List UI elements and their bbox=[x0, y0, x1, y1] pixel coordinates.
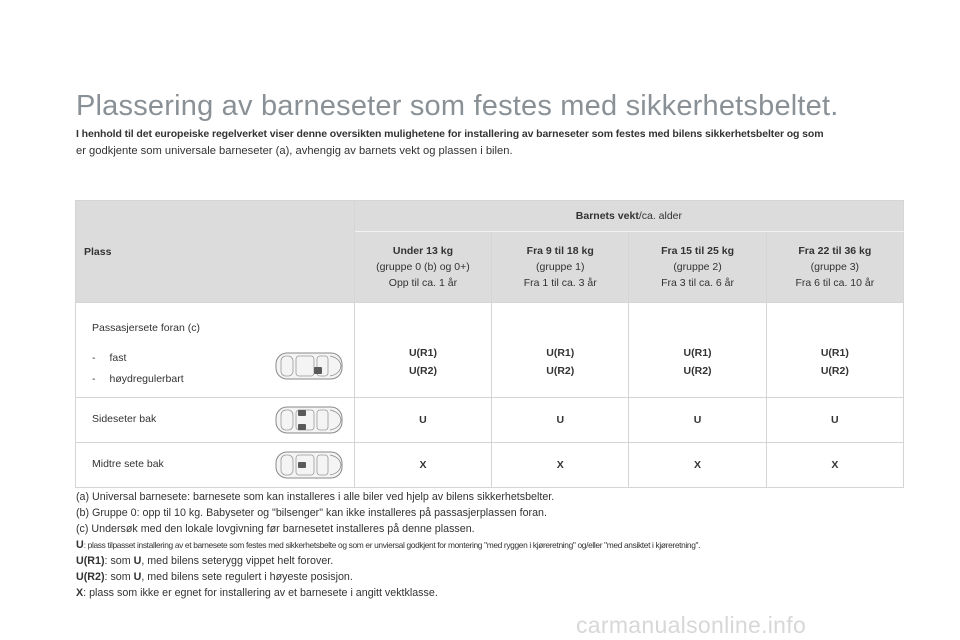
side-seat-cell bbox=[76, 398, 355, 443]
side-value-1: U bbox=[492, 398, 629, 443]
middle-seat-cell bbox=[76, 443, 355, 488]
group-weight: Fra 22 til 36 kg bbox=[798, 245, 872, 257]
key: U(R2) bbox=[76, 571, 105, 583]
child-seat-table bbox=[75, 200, 904, 488]
note-c: (c) Undersøk med den lokale lovgivning før barnesetet installeres på denne plassen. bbox=[76, 523, 475, 535]
key: U bbox=[133, 571, 142, 583]
group-header-2 bbox=[629, 232, 766, 303]
key: U bbox=[133, 555, 142, 567]
front-value-3 bbox=[766, 303, 903, 398]
group-header-0 bbox=[354, 232, 491, 303]
text: : som bbox=[104, 571, 134, 583]
key: U(R1) bbox=[76, 555, 105, 567]
group-age: Opp til ca. 1 år bbox=[388, 277, 458, 289]
dash: - bbox=[92, 352, 96, 364]
value-r2: U(R2) bbox=[820, 365, 849, 377]
group-age: Fra 3 til ca. 6 år bbox=[661, 277, 735, 289]
intro-line-1: I henhold til det europeiske regelverket viser denne oversikten mulighetene for installering av barneseter som festes med bilens sikkerhetsbelter og som bbox=[76, 128, 824, 140]
weight-header-bold: Barnets vekt bbox=[575, 210, 639, 222]
front-seat-label: Passasjersete foran (c) bbox=[92, 322, 200, 334]
note-ur2 bbox=[76, 569, 700, 585]
group-name: (gruppe 1) bbox=[536, 261, 585, 273]
dash: - bbox=[92, 373, 96, 385]
text: , med bilens sete regulert i høyeste posisjon. bbox=[141, 571, 353, 583]
watermark: carmanualsonline.info bbox=[576, 612, 807, 638]
front-seat-cell bbox=[76, 303, 355, 398]
front-value-1 bbox=[492, 303, 629, 398]
car-seat-rear-middle-icon bbox=[274, 449, 346, 481]
group-header-1 bbox=[492, 232, 629, 303]
car-seat-rear-side-icon bbox=[274, 404, 346, 436]
middle-value-2: X bbox=[629, 443, 766, 488]
note-ur1 bbox=[76, 553, 700, 569]
note-u-text: : plass tilpasset installering av et barnesete som festes med sikkerhetsbelte og som er unviersal godkjent for montering "med ryggen i kjøreretning" og/eller "med ansiktet i kjøreretning". bbox=[83, 540, 701, 550]
middle-value-3: X bbox=[766, 443, 903, 488]
value-r2: U(R2) bbox=[683, 365, 712, 377]
intro-line-2: er godkjente som universale barneseter (a), avhengig av barnets vekt og plassen i bilen. bbox=[76, 145, 513, 157]
middle-value-0: X bbox=[354, 443, 491, 488]
value-r2: U(R2) bbox=[546, 365, 575, 377]
group-weight: Under 13 kg bbox=[392, 245, 453, 257]
text: : plass som ikke er egnet for installering av et barnesete i angitt vektklasse. bbox=[83, 587, 438, 599]
middle-value-1: X bbox=[492, 443, 629, 488]
value-r2: U(R2) bbox=[408, 365, 437, 377]
col-place-header: Plass bbox=[76, 201, 355, 303]
key: U bbox=[76, 539, 84, 551]
group-weight: Fra 9 til 18 kg bbox=[526, 245, 594, 257]
note-a: (a) Universal barnesete: barnesete som kan installeres i alle biler ved hjelp av bilens sikkerhetsbelter. bbox=[76, 491, 555, 503]
side-value-2: U bbox=[629, 398, 766, 443]
front-value-0 bbox=[354, 303, 491, 398]
value-r1: U(R1) bbox=[820, 347, 849, 359]
value-r1: U(R1) bbox=[408, 347, 437, 359]
weight-header bbox=[354, 201, 903, 232]
group-header-3 bbox=[766, 232, 903, 303]
side-seat-label: Sideseter bak bbox=[92, 413, 157, 425]
text: : som bbox=[104, 555, 134, 567]
sub-label: fast bbox=[109, 352, 127, 364]
weight-header-rest: /ca. alder bbox=[638, 210, 683, 222]
middle-seat-label: Midtre sete bak bbox=[92, 458, 164, 470]
note-u bbox=[76, 537, 700, 553]
value-r1: U(R1) bbox=[546, 347, 575, 359]
front-seat-sub2 bbox=[92, 373, 184, 385]
group-name: (gruppe 0 (b) og 0+) bbox=[376, 261, 470, 273]
table-row-side bbox=[76, 398, 904, 443]
key: X bbox=[76, 587, 84, 599]
side-value-3: U bbox=[766, 398, 903, 443]
text: , med bilens seterygg vippet helt forover. bbox=[141, 555, 334, 567]
group-name: (gruppe 3) bbox=[810, 261, 860, 273]
group-name: (gruppe 2) bbox=[673, 261, 722, 273]
front-seat-sub1 bbox=[92, 352, 126, 364]
table-row-middle bbox=[76, 443, 904, 488]
group-age: Fra 1 til ca. 3 år bbox=[523, 277, 597, 289]
sub-label: høydregulerbart bbox=[109, 373, 184, 385]
value-r1: U(R1) bbox=[683, 347, 712, 359]
page-title: Plassering av barneseter som festes med sikkerhetsbeltet. bbox=[76, 90, 839, 122]
group-age: Fra 6 til ca. 10 år bbox=[795, 277, 875, 289]
group-weight: Fra 15 til 25 kg bbox=[661, 245, 735, 257]
car-seat-front-icon bbox=[274, 350, 346, 382]
note-x bbox=[76, 585, 700, 601]
side-value-0: U bbox=[354, 398, 491, 443]
front-value-2 bbox=[629, 303, 766, 398]
note-b: (b) Gruppe 0: opp til 10 kg. Babyseter og "bilsenger" kan ikke installeres på passasjerplassen foran. bbox=[76, 507, 547, 519]
footnotes bbox=[76, 489, 700, 601]
table-row-front bbox=[76, 303, 904, 398]
